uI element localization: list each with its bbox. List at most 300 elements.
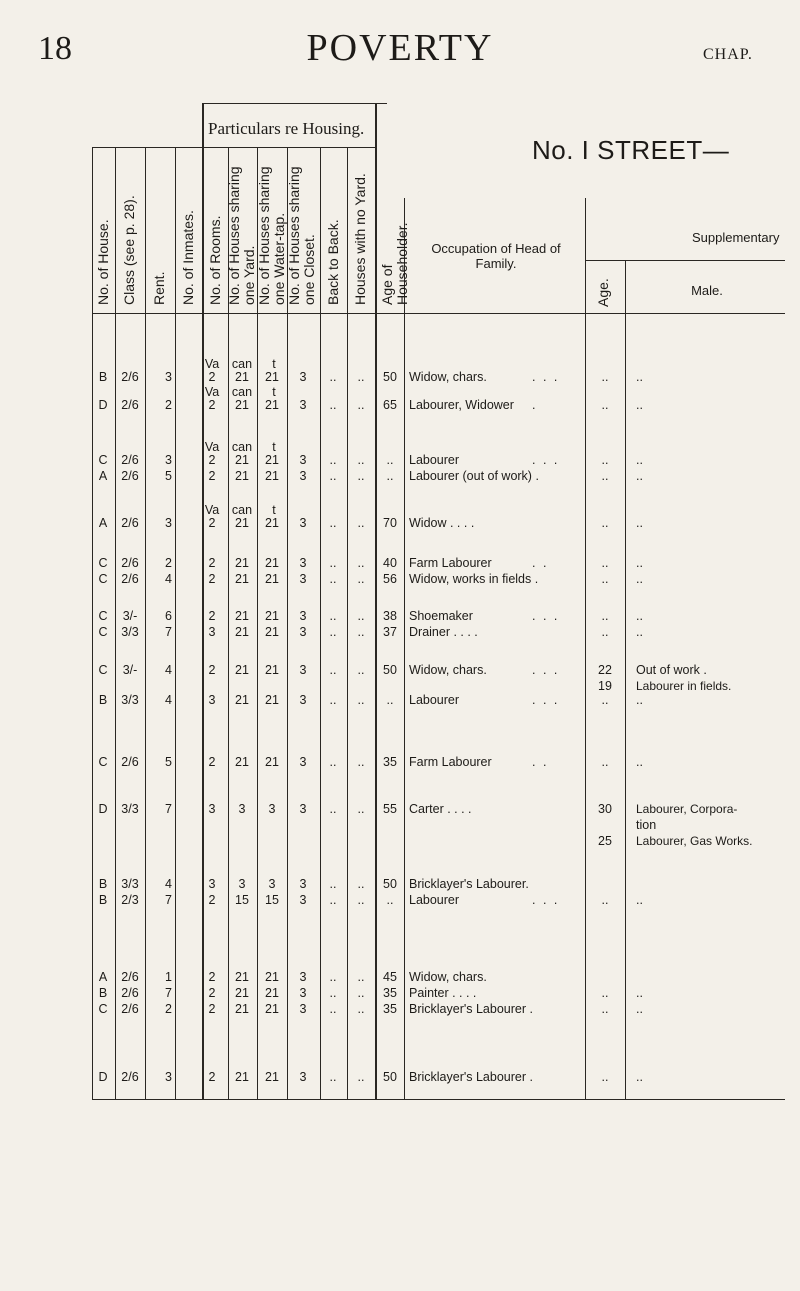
cell-back: ..	[329, 986, 337, 1000]
cell-tap: 21	[265, 970, 279, 984]
cell-age: 35	[383, 755, 397, 769]
cell-tap: 21	[265, 469, 279, 483]
cell-tap: 21	[265, 663, 279, 677]
cell-sup-age: ..	[601, 609, 609, 623]
cell-rooms: 3	[208, 625, 216, 639]
cell-class: A	[98, 970, 108, 984]
cell-sup-male: ..	[636, 370, 643, 384]
cell-closet: 3	[299, 970, 307, 984]
cell-rent: 2/6	[121, 398, 139, 412]
cell-sup-male: Labourer, Corpora-	[636, 802, 738, 816]
cell-rent: 2/6	[121, 469, 139, 483]
cell-sup-age: ..	[601, 1070, 609, 1084]
cell-noyard: ..	[357, 802, 365, 816]
header-back: Back to Back.	[325, 219, 341, 305]
cell-sup-age: ..	[601, 370, 609, 384]
cell-sup-age: ..	[601, 986, 609, 1000]
cell-class: C	[98, 572, 108, 586]
cell-occupation: Widow, chars.	[409, 663, 487, 677]
cell-back: ..	[329, 693, 337, 707]
cell-class: C	[98, 1002, 108, 1016]
cell-inmates: 7	[165, 893, 172, 907]
cell-rooms: 2	[208, 1070, 216, 1084]
cell-back: ..	[329, 802, 337, 816]
cell-inmates: 5	[165, 755, 172, 769]
header-bottom-rule	[92, 313, 785, 314]
cell-sup-male: Labourer, Gas Works.	[636, 834, 753, 848]
cell-rent: 2/6	[121, 755, 139, 769]
cell-sup-age: ..	[601, 693, 609, 707]
cell-occupation: Labourer	[409, 893, 460, 907]
vrule-class	[115, 147, 116, 1099]
cell-age: 55	[383, 802, 397, 816]
header-supplementary: Supplementary	[692, 230, 780, 245]
cell-tap: 21	[265, 453, 279, 467]
cell-yard: 21	[235, 663, 249, 677]
header-yard: No. of Houses sharing one Yard.	[226, 166, 257, 305]
cell-class: C	[98, 663, 108, 677]
cell-sup-age: ..	[601, 893, 609, 907]
cell-tap: 21	[265, 755, 279, 769]
cell-inmates: 4	[165, 663, 172, 677]
cell-back: ..	[329, 755, 337, 769]
cell-class: A	[98, 469, 108, 483]
cell-back: ..	[329, 556, 337, 570]
cell-back: ..	[329, 1002, 337, 1016]
cell-sup-age: 25	[598, 834, 612, 848]
cell-inmates: 3	[165, 370, 172, 384]
cell-sup-age: ..	[601, 572, 609, 586]
cell-sup-age: ..	[601, 1002, 609, 1016]
cell-occupation: Widow, works in fields .	[409, 572, 539, 586]
header-occupation: Occupation of Head of Family.	[431, 241, 561, 271]
overprint-fragment: t	[272, 440, 276, 454]
cell-yard: 21	[235, 755, 249, 769]
cell-class: D	[98, 398, 108, 412]
cell-rooms: 2	[208, 453, 216, 467]
cell-sup-age: ..	[601, 469, 609, 483]
cell-sup-male: ..	[636, 609, 643, 623]
cell-tap: 21	[265, 572, 279, 586]
cell-rent: 2/6	[121, 1070, 139, 1084]
cell-noyard: ..	[357, 970, 365, 984]
cell-rent: 2/6	[121, 572, 139, 586]
cell-inmates: 1	[165, 970, 172, 984]
cell-occupation: Shoemaker	[409, 609, 473, 623]
cell-back: ..	[329, 572, 337, 586]
cell-inmates: 7	[165, 986, 172, 1000]
cell-back: ..	[329, 516, 337, 530]
cell-age: 65	[383, 398, 397, 412]
cell-tap: 21	[265, 609, 279, 623]
cell-yard: 3	[238, 877, 246, 891]
cell-rooms: 3	[208, 802, 216, 816]
cell-yard: 21	[235, 370, 249, 384]
cell-yard: 21	[235, 469, 249, 483]
cell-inmates: 2	[165, 398, 172, 412]
overprint-fragment: t	[272, 503, 276, 517]
cell-rent: 3/3	[121, 625, 139, 639]
cell-sup-male: ..	[636, 1002, 643, 1016]
cell-sup-male: ..	[636, 516, 643, 530]
cell-inmates: 6	[165, 609, 172, 623]
cell-back: ..	[329, 877, 337, 891]
cell-class: C	[98, 453, 108, 467]
overprint-fragment: Va	[204, 503, 220, 517]
header-rooms: No. of Rooms.	[207, 215, 223, 305]
cell-sup-male: ..	[636, 398, 643, 412]
leader-dots: . . .	[532, 893, 560, 907]
cell-yard: 21	[235, 453, 249, 467]
cell-sup-male: ..	[636, 1070, 643, 1084]
cell-sup-male: tion	[636, 818, 657, 832]
cell-rooms: 2	[208, 556, 216, 570]
cell-inmates: 5	[165, 469, 172, 483]
header-noyard: Houses with no Yard.	[352, 173, 368, 305]
leader-dots: .	[532, 398, 538, 412]
cell-age: 70	[383, 516, 397, 530]
overprint-fragment: can	[231, 503, 253, 517]
cell-occupation: Bricklayer's Labourer.	[409, 877, 529, 891]
overprint-fragment: can	[231, 440, 253, 454]
cell-rent: 3/-	[122, 609, 138, 623]
cell-tap: 21	[265, 986, 279, 1000]
supplementary-rule	[585, 260, 785, 261]
cell-inmates: 4	[165, 693, 172, 707]
cell-rooms: 3	[208, 693, 216, 707]
cell-occupation: Labourer (out of work) .	[409, 469, 539, 483]
cell-occupation: Labourer, Widower	[409, 398, 514, 412]
cell-class: B	[98, 893, 108, 907]
cell-rent: 3/-	[122, 663, 138, 677]
cell-rent: 3/3	[121, 802, 139, 816]
cell-occupation: Labourer	[409, 453, 460, 467]
cell-rent: 2/3	[121, 893, 139, 907]
cell-rooms: 2	[208, 970, 216, 984]
cell-closet: 3	[299, 469, 307, 483]
cell-noyard: ..	[357, 1070, 365, 1084]
cell-age: 37	[383, 625, 397, 639]
cell-noyard: ..	[357, 572, 365, 586]
overprint-fragment: Va	[204, 357, 220, 371]
cell-yard: 21	[235, 625, 249, 639]
cell-rooms: 2	[208, 986, 216, 1000]
cell-age: ..	[386, 693, 394, 707]
cell-closet: 3	[299, 693, 307, 707]
overprint-fragment: t	[272, 357, 276, 371]
table-top-rule	[202, 103, 387, 104]
cell-closet: 3	[299, 370, 307, 384]
overprint-fragment: Va	[204, 440, 220, 454]
overprint-fragment: can	[231, 357, 253, 371]
cell-back: ..	[329, 663, 337, 677]
cell-class: C	[98, 556, 108, 570]
cell-closet: 3	[299, 986, 307, 1000]
vrule-left	[92, 147, 93, 1099]
overprint-fragment: Va	[204, 385, 220, 399]
cell-noyard: ..	[357, 986, 365, 1000]
cell-class: B	[98, 370, 108, 384]
cell-rooms: 2	[208, 398, 216, 412]
cell-tap: 15	[265, 893, 279, 907]
cell-age: 35	[383, 986, 397, 1000]
cell-sup-male: Out of work .	[636, 663, 707, 677]
header-closet: No. of Houses sharing one Closet.	[286, 166, 317, 305]
cell-age: 50	[383, 1070, 397, 1084]
leader-dots: . . .	[532, 693, 560, 707]
cell-yard: 21	[235, 693, 249, 707]
cell-rent: 2/6	[121, 556, 139, 570]
cell-yard: 21	[235, 1002, 249, 1016]
cell-inmates: 7	[165, 625, 172, 639]
overprint-fragment: t	[272, 385, 276, 399]
vrule-back	[320, 147, 321, 1099]
cell-class: D	[98, 802, 108, 816]
cell-yard: 3	[238, 802, 246, 816]
cell-sup-age: 19	[598, 679, 612, 693]
cell-yard: 21	[235, 516, 249, 530]
cell-class: B	[98, 693, 108, 707]
cell-inmates: 7	[165, 802, 172, 816]
cell-sup-male: ..	[636, 469, 643, 483]
cell-back: ..	[329, 609, 337, 623]
cell-noyard: ..	[357, 398, 365, 412]
header-age: Age of Householder.	[379, 222, 410, 305]
cell-sup-male: ..	[636, 986, 643, 1000]
table-bottom-rule	[92, 1099, 785, 1100]
leader-dots: . .	[532, 556, 549, 570]
cell-rooms: 3	[208, 877, 216, 891]
cell-back: ..	[329, 398, 337, 412]
cell-rooms: 2	[208, 516, 216, 530]
cell-rent: 2/6	[121, 453, 139, 467]
cell-closet: 3	[299, 802, 307, 816]
vrule-supplementary	[585, 198, 586, 1099]
cell-age: ..	[386, 453, 394, 467]
cell-noyard: ..	[357, 609, 365, 623]
cell-noyard: ..	[357, 663, 365, 677]
cell-class: A	[98, 516, 108, 530]
vrule-noyard	[347, 147, 348, 1099]
cell-back: ..	[329, 1070, 337, 1084]
cell-rooms: 2	[208, 370, 216, 384]
cell-sup-male: ..	[636, 556, 643, 570]
group-header-rule	[92, 147, 375, 148]
cell-sup-male: ..	[636, 893, 643, 907]
cell-yard: 21	[235, 572, 249, 586]
header-sup-age: Age.	[595, 278, 611, 307]
cell-sup-age: ..	[601, 556, 609, 570]
header-tap: No. of Houses sharing one Water-tap.	[256, 166, 287, 305]
cell-back: ..	[329, 893, 337, 907]
cell-tap: 21	[265, 370, 279, 384]
cell-rent: 2/6	[121, 970, 139, 984]
cell-noyard: ..	[357, 755, 365, 769]
cell-occupation: Farm Labourer	[409, 556, 492, 570]
leader-dots: . .	[532, 755, 549, 769]
cell-noyard: ..	[357, 893, 365, 907]
cell-class: D	[98, 1070, 108, 1084]
cell-closet: 3	[299, 516, 307, 530]
header-inmates: No. of Inmates.	[180, 210, 196, 305]
cell-sup-age: ..	[601, 625, 609, 639]
cell-inmates: 4	[165, 877, 172, 891]
housing-table	[92, 103, 785, 1101]
cell-closet: 3	[299, 609, 307, 623]
leader-dots: . . .	[532, 453, 560, 467]
cell-yard: 21	[235, 398, 249, 412]
cell-occupation: Drainer . . . .	[409, 625, 478, 639]
overprint-fragment: can	[231, 385, 253, 399]
cell-age: ..	[386, 893, 394, 907]
cell-closet: 3	[299, 556, 307, 570]
cell-inmates: 2	[165, 1002, 172, 1016]
cell-yard: 21	[235, 556, 249, 570]
cell-closet: 3	[299, 572, 307, 586]
header-sup-male: Male.	[691, 283, 723, 298]
leader-dots: . . .	[532, 663, 560, 677]
cell-class: C	[98, 755, 108, 769]
chapter-label: CHAP.	[703, 46, 753, 63]
cell-age: 50	[383, 370, 397, 384]
cell-noyard: ..	[357, 1002, 365, 1016]
vrule-occupation	[404, 198, 405, 1099]
cell-sup-age: ..	[601, 398, 609, 412]
vrule-inmates	[175, 147, 176, 1099]
cell-back: ..	[329, 370, 337, 384]
cell-closet: 3	[299, 1002, 307, 1016]
cell-rent: 3/3	[121, 693, 139, 707]
cell-sup-male: ..	[636, 572, 643, 586]
header-house-no: No. of House.	[95, 219, 111, 305]
cell-sup-age: 30	[598, 802, 612, 816]
vrule-rent	[145, 147, 146, 1099]
cell-rent: 2/6	[121, 1002, 139, 1016]
cell-sup-male: ..	[636, 453, 643, 467]
street-title: No. I STREET—	[532, 135, 730, 165]
cell-sup-male: ..	[636, 625, 643, 639]
header-rent: Rent.	[151, 271, 167, 305]
cell-tap: 21	[265, 516, 279, 530]
cell-inmates: 3	[165, 453, 172, 467]
cell-occupation: Bricklayer's Labourer .	[409, 1070, 533, 1084]
leader-dots: . . .	[532, 609, 560, 623]
cell-closet: 3	[299, 398, 307, 412]
cell-sup-male: ..	[636, 755, 643, 769]
cell-rooms: 2	[208, 469, 216, 483]
cell-noyard: ..	[357, 877, 365, 891]
cell-closet: 3	[299, 893, 307, 907]
cell-sup-age: ..	[601, 755, 609, 769]
cell-yard: 21	[235, 970, 249, 984]
cell-closet: 3	[299, 663, 307, 677]
cell-age: 56	[383, 572, 397, 586]
group-header: Particulars re Housing.	[208, 119, 365, 138]
cell-occupation: Carter . . . .	[409, 802, 472, 816]
cell-closet: 3	[299, 877, 307, 891]
cell-rooms: 2	[208, 755, 216, 769]
cell-closet: 3	[299, 453, 307, 467]
cell-rent: 3/3	[121, 877, 139, 891]
cell-tap: 21	[265, 693, 279, 707]
cell-rooms: 2	[208, 663, 216, 677]
cell-occupation: Labourer	[409, 693, 460, 707]
page-number: 18	[38, 30, 72, 67]
cell-occupation: Widow, chars.	[409, 970, 487, 984]
cell-age: 50	[383, 877, 397, 891]
vrule-sup-age	[625, 260, 626, 1099]
cell-age: 40	[383, 556, 397, 570]
cell-noyard: ..	[357, 693, 365, 707]
cell-tap: 21	[265, 398, 279, 412]
running-title: POVERTY	[306, 27, 494, 69]
cell-back: ..	[329, 970, 337, 984]
cell-tap: 21	[265, 625, 279, 639]
cell-rent: 2/6	[121, 516, 139, 530]
cell-back: ..	[329, 625, 337, 639]
cell-class: C	[98, 609, 108, 623]
cell-rooms: 2	[208, 572, 216, 586]
cell-back: ..	[329, 469, 337, 483]
cell-sup-male: ..	[636, 693, 643, 707]
cell-rooms: 2	[208, 1002, 216, 1016]
cell-noyard: ..	[357, 469, 365, 483]
cell-closet: 3	[299, 1070, 307, 1084]
cell-sup-male: Labourer in fields.	[636, 679, 732, 693]
header-class: Class (see p. 28).	[121, 195, 137, 305]
cell-occupation: Painter . . . .	[409, 986, 477, 1000]
cell-noyard: ..	[357, 556, 365, 570]
cell-sup-age: 22	[598, 663, 612, 677]
cell-sup-age: ..	[601, 453, 609, 467]
cell-age: 45	[383, 970, 397, 984]
cell-noyard: ..	[357, 453, 365, 467]
cell-noyard: ..	[357, 516, 365, 530]
cell-inmates: 4	[165, 572, 172, 586]
cell-inmates: 3	[165, 516, 172, 530]
cell-yard: 21	[235, 986, 249, 1000]
cell-tap: 21	[265, 556, 279, 570]
cell-rooms: 2	[208, 609, 216, 623]
cell-sup-age: ..	[601, 516, 609, 530]
cell-occupation: Widow, chars.	[409, 370, 487, 384]
cell-class: C	[98, 625, 108, 639]
cell-occupation: Farm Labourer	[409, 755, 492, 769]
cell-age: 50	[383, 663, 397, 677]
leader-dots: . . .	[532, 370, 560, 384]
cell-age: 38	[383, 609, 397, 623]
cell-age: 35	[383, 1002, 397, 1016]
cell-tap: 3	[268, 802, 276, 816]
cell-tap: 3	[268, 877, 276, 891]
cell-tap: 21	[265, 1070, 279, 1084]
page-header	[0, 0, 800, 90]
vrule-rooms	[202, 103, 204, 1099]
cell-back: ..	[329, 453, 337, 467]
cell-noyard: ..	[357, 370, 365, 384]
cell-class: B	[98, 986, 108, 1000]
cell-inmates: 2	[165, 556, 172, 570]
cell-inmates: 3	[165, 1070, 172, 1084]
cell-closet: 3	[299, 625, 307, 639]
cell-yard: 15	[235, 893, 249, 907]
cell-rooms: 2	[208, 893, 216, 907]
cell-rent: 2/6	[121, 986, 139, 1000]
cell-closet: 3	[299, 755, 307, 769]
cell-class: B	[98, 877, 108, 891]
cell-age: ..	[386, 469, 394, 483]
cell-rent: 2/6	[121, 370, 139, 384]
